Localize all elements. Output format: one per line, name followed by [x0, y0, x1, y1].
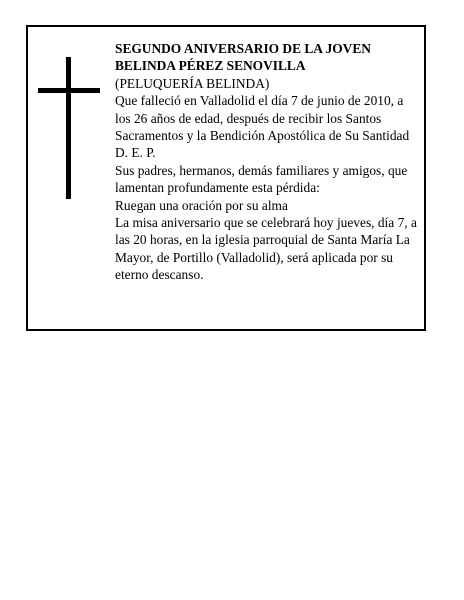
notice-text — [115, 40, 420, 284]
notice-heading: SEGUNDO ANIVERSARIO DE LA JOVEN BELINDA PÉREZ SENOVILLA — [115, 41, 371, 74]
cross-vertical-bar — [66, 57, 71, 199]
notice-paragraph-family: Sus padres, hermanos, demás familiares y amigos, que lamentan profundamente esta pérdida: — [115, 162, 408, 196]
obituary-notice — [26, 25, 426, 331]
notice-paragraph-death: Que falleció en Valladolid el día 7 de junio de 2010, a los 26 años de edad, después de recibir los Santos Sacramentos y la Bendición Apostólica de Su Santidad — [115, 93, 410, 144]
notice-subheading: (PELUQUERÍA BELINDA) — [115, 75, 270, 91]
notice-rip: D. E. P. — [115, 145, 156, 161]
cross-horizontal-bar — [38, 88, 100, 93]
cross-icon — [38, 57, 100, 199]
notice-paragraph-mass: La misa aniversario que se celebrará hoy jueves, día 7, a las 20 horas, en la iglesia parroquial de Santa María La Mayor, de Portillo (Valladolid), será aplicada por su eterno descanso. — [115, 215, 417, 283]
notice-paragraph-prayer: Ruegan una oración por su alma — [115, 197, 288, 213]
